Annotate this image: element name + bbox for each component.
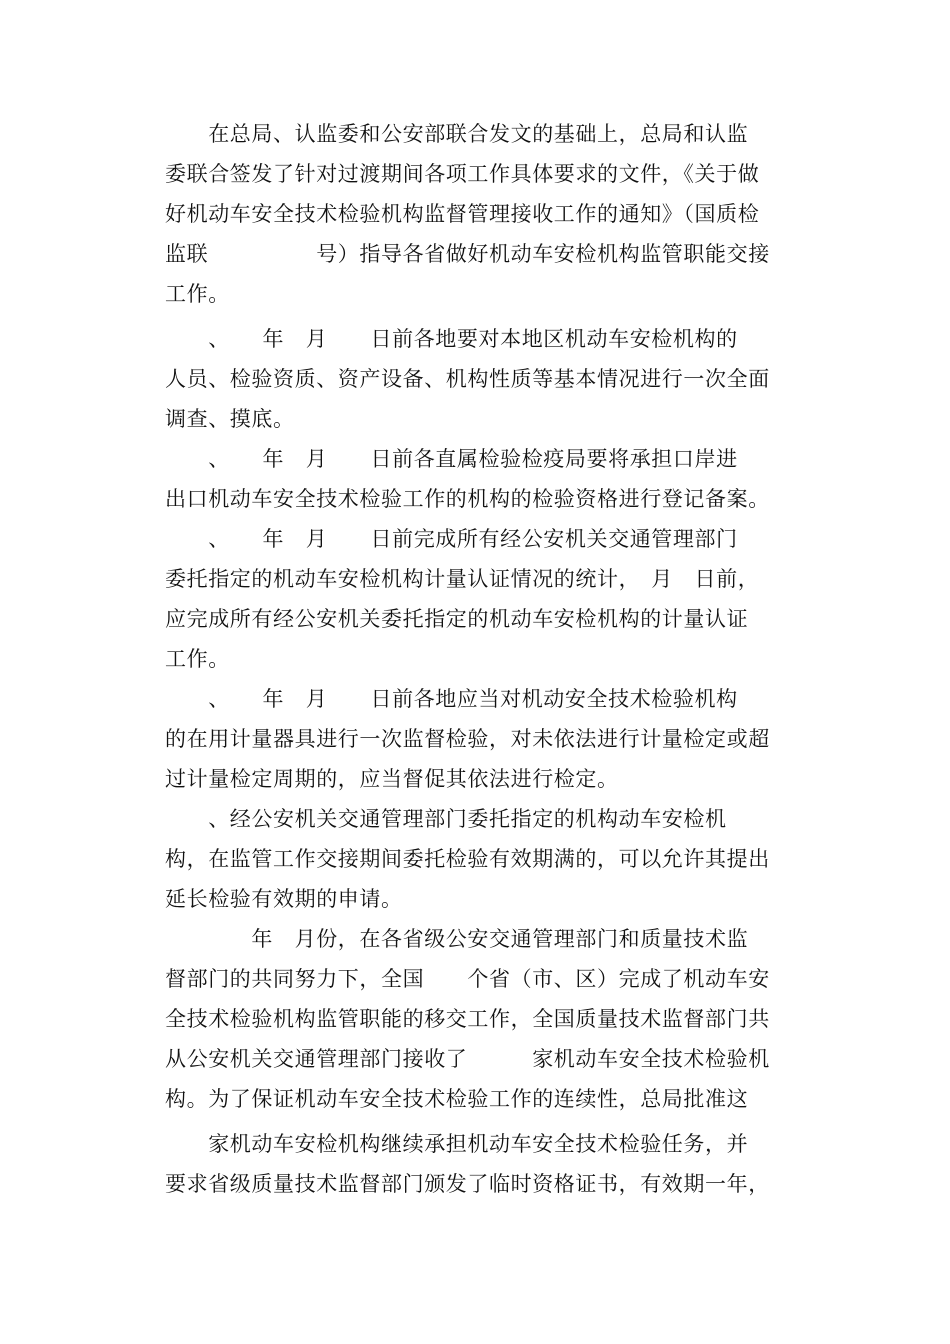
- text-line: 年 月份，在各省级公安交通管理部门和质量技术监: [165, 927, 749, 951]
- text-line: 、 年 月 日前各直属检验检疫局要将承担口岸进: [165, 447, 738, 471]
- text-line: 家机动车安检机构继续承担机动车安全技术检验任务，并: [165, 1132, 749, 1156]
- text-line: 、 年 月 日前各地要对本地区机动车安检机构的: [165, 327, 738, 351]
- text-line: 、 年 月 日前完成所有经公安机关交通管理部门: [165, 527, 738, 551]
- text-line: 构，在监管工作交接期间委托检验有效期满的，可以允许其提出: [165, 847, 770, 871]
- text-line: 好机动车安全技术检验机构监督管理接收工作的通知》（国质检: [165, 202, 760, 226]
- text-line: 出口机动车安全技术检验工作的机构的检验资格进行登记备案。: [165, 487, 770, 511]
- text-line: 构。为了保证机动车安全技术检验工作的连续性，总局批准这: [165, 1087, 749, 1111]
- text-line: 人员、检验资质、资产设备、机构性质等基本情况进行一次全面: [165, 367, 770, 391]
- text-line: 在总局、认监委和公安部联合发文的基础上，总局和认监: [165, 122, 749, 146]
- text-line: 全技术检验机构监管职能的移交工作，全国质量技术监督部门共: [165, 1007, 770, 1031]
- text-line: 要求省级质量技术监督部门颁发了临时资格证书，有效期一年，: [165, 1172, 770, 1196]
- text-line: 委联合签发了针对过渡期间各项工作具体要求的文件，《关于做: [165, 162, 760, 186]
- text-line: 、经公安机关交通管理部门委托指定的机构动车安检机: [165, 807, 727, 831]
- text-line: 调查、摸底。: [165, 407, 295, 431]
- text-line: 工作。: [165, 282, 230, 306]
- text-line: 工作。: [165, 647, 230, 671]
- text-line: 、 年 月 日前各地应当对机动安全技术检验机构: [165, 687, 738, 711]
- text-line: 督部门的共同努力下，全国 个省（市、区）完成了机动车安: [165, 967, 770, 991]
- text-line: 应完成所有经公安机关委托指定的机动车安检机构的计量认证: [165, 607, 749, 631]
- text-line: 从公安机关交通管理部门接收了 家机动车安全技术检验机: [165, 1047, 770, 1071]
- text-line: 过计量检定周期的，应当督促其依法进行检定。: [165, 767, 619, 791]
- text-line: 延长检验有效期的申请。: [165, 887, 403, 911]
- text-line: 委托指定的机动车安检机构计量认证情况的统计， 月 日前，: [165, 567, 760, 591]
- text-line: 监联 号）指导各省做好机动车安检机构监管职能交接: [165, 242, 770, 266]
- text-line: 的在用计量器具进行一次监督检验，对未依法进行计量检定或超: [165, 727, 770, 751]
